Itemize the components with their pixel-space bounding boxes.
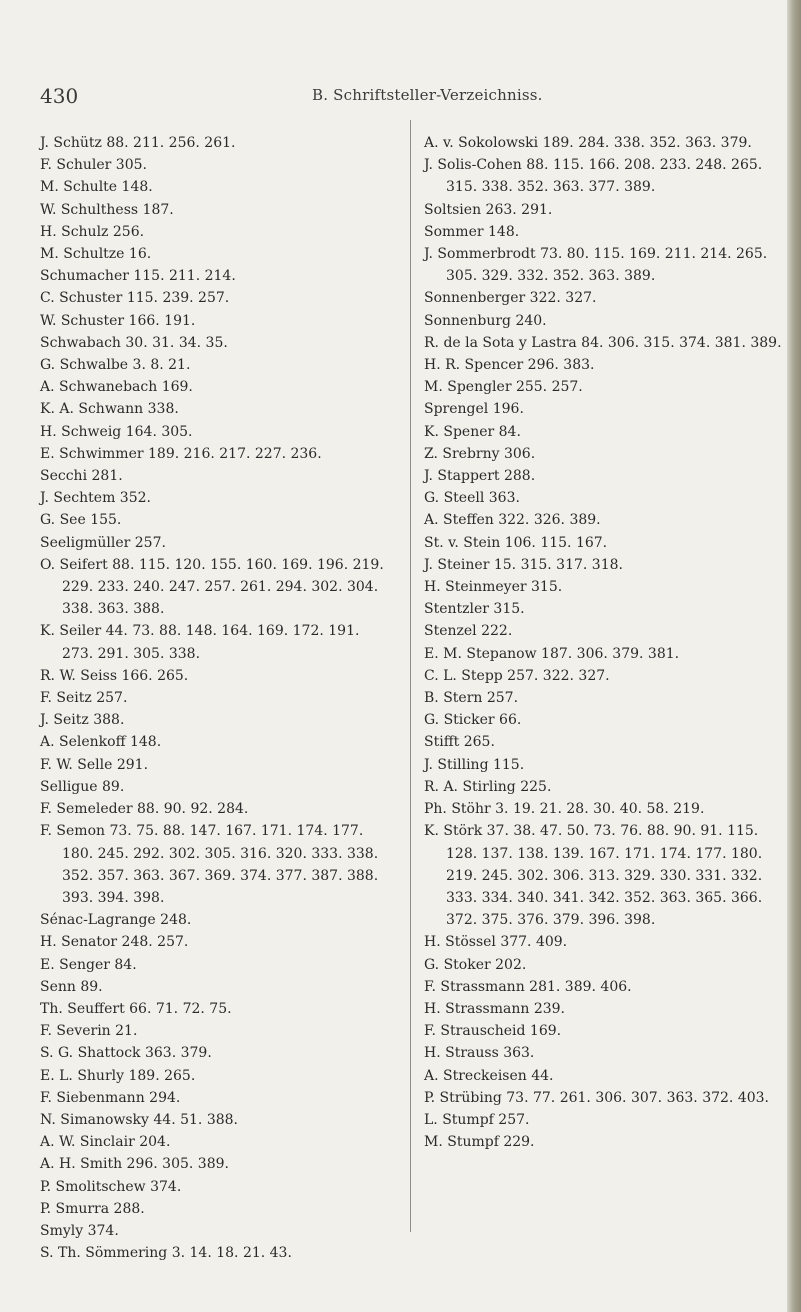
- index-entry: Sonnenberger 322. 327.: [424, 290, 597, 307]
- index-entry: K. Seiler 44. 73. 88. 148. 164. 169. 172. 191. 273. 291. 305. 338.: [40, 623, 360, 662]
- index-entry: S. Th. Sömmering 3. 14. 18. 21. 43.: [40, 1245, 292, 1262]
- index-entry: Sonnenburg 240.: [424, 312, 547, 329]
- index-entry: N. Simanowsky 44. 51. 388.: [40, 1111, 239, 1128]
- index-entry: Seeligmüller 257.: [40, 534, 166, 551]
- index-entry: O. Seifert 88. 115. 120. 155. 160. 169. 196. 219. 229. 233. 240. 247. 257. 261. 294. 302. 304. 338. 363. 388.: [40, 556, 384, 618]
- running-title: B. Schriftsteller-Verzeichniss.: [312, 86, 543, 104]
- index-entry: C. L. Stepp 257. 322. 327.: [424, 667, 610, 684]
- index-entry: Schumacher 115. 211. 214.: [40, 268, 236, 285]
- index-entry: A. H. Smith 296. 305. 389.: [40, 1156, 229, 1173]
- index-entry: H. Strauss 363.: [424, 1045, 535, 1062]
- index-column-right: [424, 132, 782, 1153]
- index-entry: F. Severin 21.: [40, 1023, 138, 1040]
- index-entry: E. L. Shurly 189. 265.: [40, 1067, 196, 1084]
- index-entry: H. Stössel 377. 409.: [424, 934, 568, 951]
- index-entry: G. See 155.: [40, 512, 122, 529]
- index-entry: Smyly 374.: [40, 1222, 119, 1239]
- index-entry: A. Selenkoff 148.: [40, 734, 162, 751]
- index-entry: E. Senger 84.: [40, 956, 137, 973]
- page-edge-shadow: [787, 0, 801, 1312]
- index-entry: G. Sticker 66.: [424, 712, 522, 729]
- index-entry: Stentzler 315.: [424, 601, 525, 618]
- index-entry: H. Strassmann 239.: [424, 1000, 566, 1017]
- index-entry: R. de la Sota y Lastra 84. 306. 315. 374. 381. 389.: [424, 334, 782, 351]
- index-entry: M. Spengler 255. 257.: [424, 379, 583, 396]
- index-entry: C. Schuster 115. 239. 257.: [40, 290, 230, 307]
- index-entry: F. Seitz 257.: [40, 690, 128, 707]
- index-entry: P. Smolitschew 374.: [40, 1178, 182, 1195]
- index-entry: J. Steiner 15. 315. 317. 318.: [424, 556, 623, 573]
- index-entry: A. W. Sinclair 204.: [40, 1134, 171, 1151]
- index-entry: H. Schweig 164. 305.: [40, 423, 193, 440]
- index-entry: W. Schuster 166. 191.: [40, 312, 196, 329]
- index-entry: Schwabach 30. 31. 34. 35.: [40, 334, 228, 351]
- index-entry: J. Seitz 388.: [40, 712, 125, 729]
- index-entry: L. Stumpf 257.: [424, 1111, 530, 1128]
- index-entry: A. Schwanebach 169.: [40, 379, 193, 396]
- index-entry: B. Stern 257.: [424, 690, 519, 707]
- index-entry: Stenzel 222.: [424, 623, 513, 640]
- index-entry: Ph. Stöhr 3. 19. 21. 28. 30. 40. 58. 219.: [424, 801, 705, 818]
- index-entry: G. Stoker 202.: [424, 956, 527, 973]
- index-entry: A. Steffen 322. 326. 389.: [424, 512, 601, 529]
- index-column-left: [40, 132, 392, 1264]
- index-entry: G. Schwalbe 3. 8. 21.: [40, 357, 191, 374]
- index-entry: F. Strauscheid 169.: [424, 1023, 562, 1040]
- index-entry: F. Schuler 305.: [40, 157, 147, 174]
- index-entry: J. Sechtem 352.: [40, 490, 151, 507]
- index-entry: Z. Srebrny 306.: [424, 445, 536, 462]
- index-entry: A. Streckeisen 44.: [424, 1067, 554, 1084]
- page-header: [40, 84, 771, 108]
- index-entry: F. W. Selle 291.: [40, 756, 149, 773]
- index-entry: Stifft 265.: [424, 734, 495, 751]
- index-entry: K. A. Schwann 338.: [40, 401, 179, 418]
- index-entry: Sénac-Lagrange 248.: [40, 912, 192, 929]
- index-entry: Soltsien 263. 291.: [424, 201, 553, 218]
- index-entry: R. A. Stirling 225.: [424, 778, 552, 795]
- index-entry: Sommer 148.: [424, 223, 520, 240]
- index-entry: H. Senator 248. 257.: [40, 934, 189, 951]
- index-entry: J. Schütz 88. 211. 256. 261.: [40, 135, 236, 151]
- index-entry: Senn 89.: [40, 978, 103, 995]
- index-entry: E. Schwimmer 189. 216. 217. 227. 236.: [40, 445, 322, 462]
- index-entry: Th. Seuffert 66. 71. 72. 75.: [40, 1000, 232, 1017]
- index-entry: E. M. Stepanow 187. 306. 379. 381.: [424, 645, 680, 662]
- page-number: 430: [40, 84, 79, 108]
- index-entry: P. Smurra 288.: [40, 1200, 145, 1217]
- index-entry: M. Stumpf 229.: [424, 1134, 535, 1151]
- index-entry: F. Semeleder 88. 90. 92. 284.: [40, 801, 249, 818]
- index-entry: J. Sommerbrodt 73. 80. 115. 169. 211. 214. 265. 305. 329. 332. 352. 363. 389.: [424, 246, 768, 285]
- column-divider: [410, 120, 411, 1232]
- index-entry: J. Stilling 115.: [424, 756, 525, 773]
- index-entry: K. Spener 84.: [424, 423, 521, 440]
- index-entry: P. Strübing 73. 77. 261. 306. 307. 363. 372. 403.: [424, 1089, 769, 1106]
- index-entry: M. Schulte 148.: [40, 179, 153, 196]
- index-entry: G. Steell 363.: [424, 490, 520, 507]
- index-entry: J. Solis-Cohen 88. 115. 166. 208. 233. 248. 265. 315. 338. 352. 363. 377. 389.: [424, 157, 763, 196]
- index-entry: A. v. Sokolowski 189. 284. 338. 352. 363. 379.: [424, 135, 752, 151]
- index-entry: H. R. Spencer 296. 383.: [424, 357, 595, 374]
- index-entry: F. Siebenmann 294.: [40, 1089, 181, 1106]
- index-entry: F. Semon 73. 75. 88. 147. 167. 171. 174. 177. 180. 245. 292. 302. 305. 316. 320. 333. 338. 352. 357. 363. 367. 369. 374. 377. 387. 388. 393. 394. 398.: [40, 823, 379, 906]
- index-entry: Sprengel 196.: [424, 401, 524, 418]
- index-entry: H. Steinmeyer 315.: [424, 579, 563, 596]
- index-entry: K. Störk 37. 38. 47. 50. 73. 76. 88. 90. 91. 115. 128. 137. 138. 139. 167. 171. 174. 177. 180. 219. 245. 302. 306. 313. 329. 330. 331. 332. 333. 334. 340. 341. 342. 352. 363. 365. 366. 372. 375. 376. 379. 396. 398.: [424, 823, 763, 929]
- index-entry: M. Schultze 16.: [40, 246, 152, 263]
- index-entry: W. Schulthess 187.: [40, 201, 174, 218]
- index-entry: Secchi 281.: [40, 468, 123, 485]
- index-entry: Selligue 89.: [40, 778, 125, 795]
- index-entry: J. Stappert 288.: [424, 468, 536, 485]
- index-entry: H. Schulz 256.: [40, 223, 145, 240]
- index-entry: R. W. Seiss 166. 265.: [40, 667, 189, 684]
- index-entry: S. G. Shattock 363. 379.: [40, 1045, 212, 1062]
- index-entry: F. Strassmann 281. 389. 406.: [424, 978, 632, 995]
- index-entry: St. v. Stein 106. 115. 167.: [424, 534, 608, 551]
